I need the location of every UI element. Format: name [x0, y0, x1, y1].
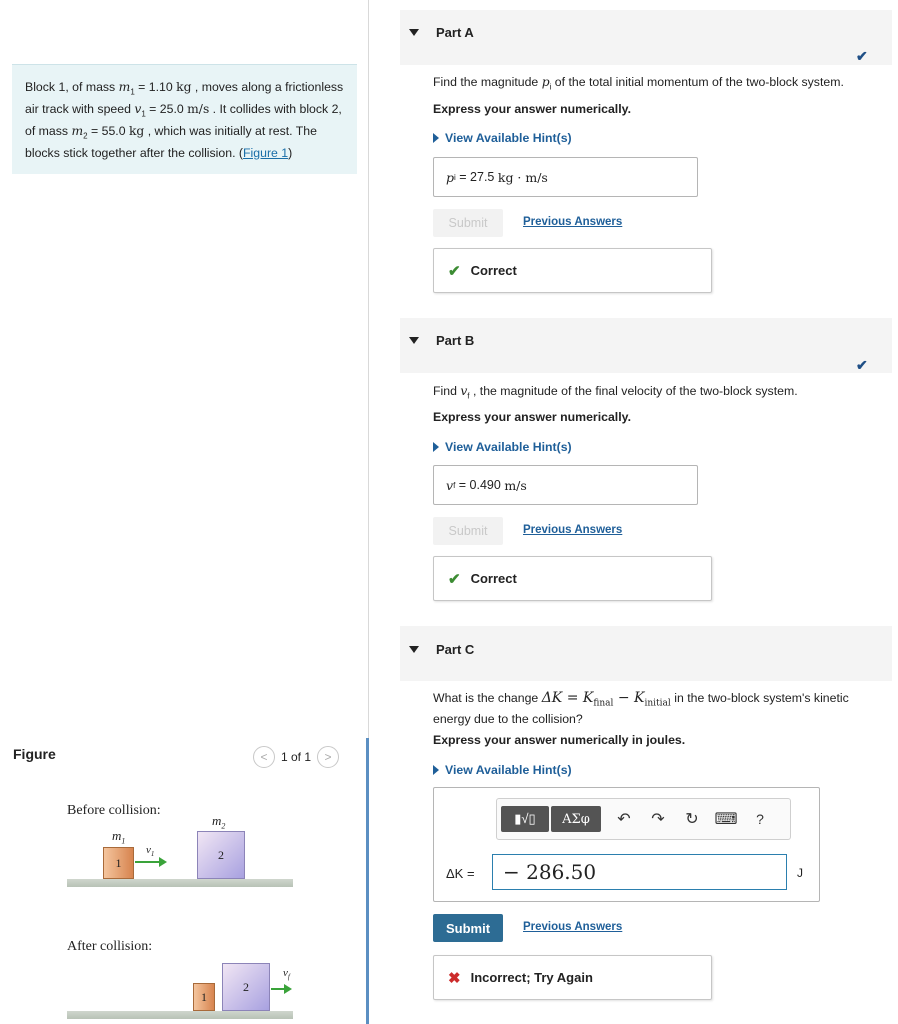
cross-icon: ✖ — [448, 969, 461, 987]
part-c-submit-button[interactable]: Submit — [433, 914, 503, 942]
caret-right-icon — [433, 133, 439, 143]
answer-unit: kg · m/s — [497, 169, 548, 185]
collapse-triangle-icon[interactable] — [409, 29, 419, 36]
v1-symbol: v — [134, 101, 142, 116]
hint-label: View Available Hint(s) — [445, 440, 572, 454]
figure-title: Figure — [13, 746, 56, 762]
question-subscript: f — [467, 391, 470, 401]
answer-symbol: v — [446, 477, 454, 493]
complete-check-icon: ✔ — [856, 48, 868, 64]
problem-text: Block 1, of mass — [25, 80, 119, 94]
m1-figure-sub: 1 — [121, 836, 126, 846]
collapse-triangle-icon[interactable] — [409, 337, 419, 344]
v1-unit: m/s — [187, 101, 210, 116]
part-b-question — [433, 384, 798, 400]
greek-symbols-button[interactable]: ΑΣφ — [551, 806, 601, 832]
block-1-after: 1 — [193, 983, 215, 1011]
m2-figure-symbol: m — [212, 813, 222, 828]
part-b-previous-answers-link[interactable]: Previous Answers — [523, 524, 623, 536]
v1-figure-sub: 1 — [150, 850, 155, 859]
answer-equals: = — [455, 170, 471, 184]
delta-k-label: ΔK = — [446, 866, 475, 881]
m1-symbol: m — [118, 80, 131, 94]
question-text: of the total initial momentum of the two-block system. — [551, 75, 844, 89]
question-subscript: final — [593, 698, 614, 709]
arrowhead-icon — [284, 984, 292, 994]
answer-symbol: p — [446, 169, 455, 185]
next-figure-button[interactable] — [317, 746, 339, 768]
arrowhead-icon — [159, 857, 167, 867]
left-panel — [0, 0, 369, 1024]
after-collision-label: After collision: — [67, 939, 153, 954]
block-2-before: 2 — [197, 831, 245, 879]
part-a-instruction: Express your answer numerically. — [433, 102, 631, 116]
chevron-right-icon: > — [324, 750, 332, 764]
m1-unit: kg — [176, 80, 192, 94]
prev-figure-button[interactable] — [253, 746, 275, 768]
part-c-instruction: Express your answer numerically in joules. — [433, 733, 686, 747]
answer-equals: = — [455, 478, 470, 492]
collapse-triangle-icon[interactable] — [409, 646, 419, 653]
problem-statement — [12, 64, 357, 174]
air-track-after — [67, 1011, 293, 1019]
m1-figure-symbol: m — [112, 828, 122, 843]
templates-button[interactable]: ▮√▯ — [501, 806, 549, 832]
figure-panel-tab — [366, 738, 369, 1024]
part-a-feedback — [433, 248, 712, 293]
problem-text: , which was initially at rest. The blocks stick together after the collision. ( — [25, 123, 317, 160]
question-text: Find the magnitude — [433, 75, 542, 89]
part-a-previous-answers-link[interactable]: Previous Answers — [523, 216, 623, 228]
part-b-hint-toggle[interactable] — [433, 440, 572, 454]
feedback-text: Correct — [470, 263, 517, 278]
delta-k-input[interactable]: − 286.50 — [492, 854, 787, 890]
m1-figure-label — [112, 828, 125, 846]
part-b-instruction: Express your answer numerically. — [433, 410, 631, 424]
redo-icon[interactable]: ↷ — [651, 811, 665, 828]
answer-subscript: i — [454, 172, 456, 182]
m1-value: = 1.10 — [134, 80, 177, 94]
question-symbol: v — [460, 384, 468, 398]
question-subscript: initial — [644, 698, 671, 709]
air-track-before — [67, 879, 293, 887]
math-toolbar — [496, 798, 791, 840]
part-a-question — [433, 75, 844, 91]
part-c-hint-toggle[interactable] — [433, 763, 572, 777]
complete-check-icon: ✔ — [856, 357, 868, 373]
question-text: What is the change — [433, 691, 542, 705]
answer-value: 0.490 — [469, 478, 501, 492]
v1-figure-symbol: v — [146, 844, 151, 856]
m2-value: = 55.0 — [87, 123, 129, 138]
check-icon: ✔ — [448, 570, 461, 588]
part-c-answer-editor — [433, 787, 820, 902]
before-collision-label: Before collision: — [67, 803, 161, 818]
part-b-label[interactable]: Part B — [436, 333, 475, 348]
v1-subscript: 1 — [141, 109, 146, 119]
question-text: in the two-block system's kinetic energy due to the collision? — [433, 691, 849, 727]
caret-right-icon — [433, 442, 439, 452]
question-text: Find — [433, 384, 461, 398]
part-c-feedback — [433, 955, 712, 1000]
figure-link[interactable]: Figure 1 — [243, 145, 289, 160]
hint-label: View Available Hint(s) — [445, 763, 572, 777]
part-b-feedback — [433, 556, 712, 601]
vf-figure-symbol: v — [283, 967, 288, 979]
m2-subscript: 2 — [83, 131, 88, 141]
part-c-previous-answers-link[interactable]: Previous Answers — [523, 921, 623, 933]
keyboard-icon[interactable]: ⌨ — [714, 811, 738, 828]
question-math: − K — [613, 690, 645, 706]
m2-unit: kg — [128, 123, 145, 138]
part-a-answer-box[interactable] — [433, 157, 698, 197]
problem-text: . It collides with block 2, of mass — [25, 101, 342, 138]
figure-pager — [253, 746, 339, 768]
block-1-before: 1 — [103, 847, 134, 879]
question-symbol: p — [541, 75, 550, 89]
question-subscript: i — [549, 82, 552, 92]
block-2-after: 2 — [222, 963, 270, 1011]
m2-symbol: m — [71, 123, 84, 138]
v1-value: = 25.0 — [145, 101, 188, 116]
unit-label: J — [797, 866, 803, 880]
m2-figure-sub: 2 — [221, 821, 226, 831]
velocity-arrow-v1 — [135, 861, 161, 863]
part-c-question — [433, 690, 888, 727]
part-b-submit-button[interactable]: Submit — [433, 517, 503, 545]
hint-label: View Available Hint(s) — [445, 131, 572, 145]
question-text: , the magnitude of the final velocity of the two-block system. — [469, 384, 798, 398]
collision-figure — [60, 795, 300, 1024]
reset-icon[interactable]: ↻ — [685, 811, 699, 828]
problem-text: , moves along a frictionless air track with speed — [25, 80, 344, 116]
m1-subscript: 1 — [130, 87, 135, 97]
vf-figure-sub: f — [287, 973, 290, 982]
part-a-label[interactable]: Part A — [436, 25, 474, 40]
question-math: ΔK = K — [541, 690, 594, 706]
answer-subscript: f — [453, 480, 456, 490]
check-icon: ✔ — [448, 262, 461, 280]
right-panel — [370, 0, 898, 1024]
part-a-submit-button[interactable]: Submit — [433, 209, 503, 237]
v1-figure-label — [146, 844, 154, 858]
velocity-arrow-vf — [271, 988, 285, 990]
undo-icon[interactable]: ↶ — [617, 811, 631, 828]
answer-value: 27.5 — [470, 170, 495, 184]
caret-right-icon — [433, 765, 439, 775]
figure-page-count: 1 of 1 — [281, 750, 312, 764]
help-icon[interactable]: ? — [756, 811, 764, 827]
problem-text: ) — [288, 145, 293, 160]
chevron-left-icon: < — [260, 750, 268, 764]
part-c-label[interactable]: Part C — [436, 642, 475, 657]
feedback-text: Correct — [470, 571, 517, 586]
part-a-hint-toggle[interactable] — [433, 131, 572, 145]
part-b-answer-box[interactable] — [433, 465, 698, 505]
vf-figure-label — [283, 967, 290, 981]
answer-unit: m/s — [504, 477, 527, 493]
m2-figure-label — [212, 813, 225, 831]
feedback-text: Incorrect; Try Again — [470, 970, 593, 985]
